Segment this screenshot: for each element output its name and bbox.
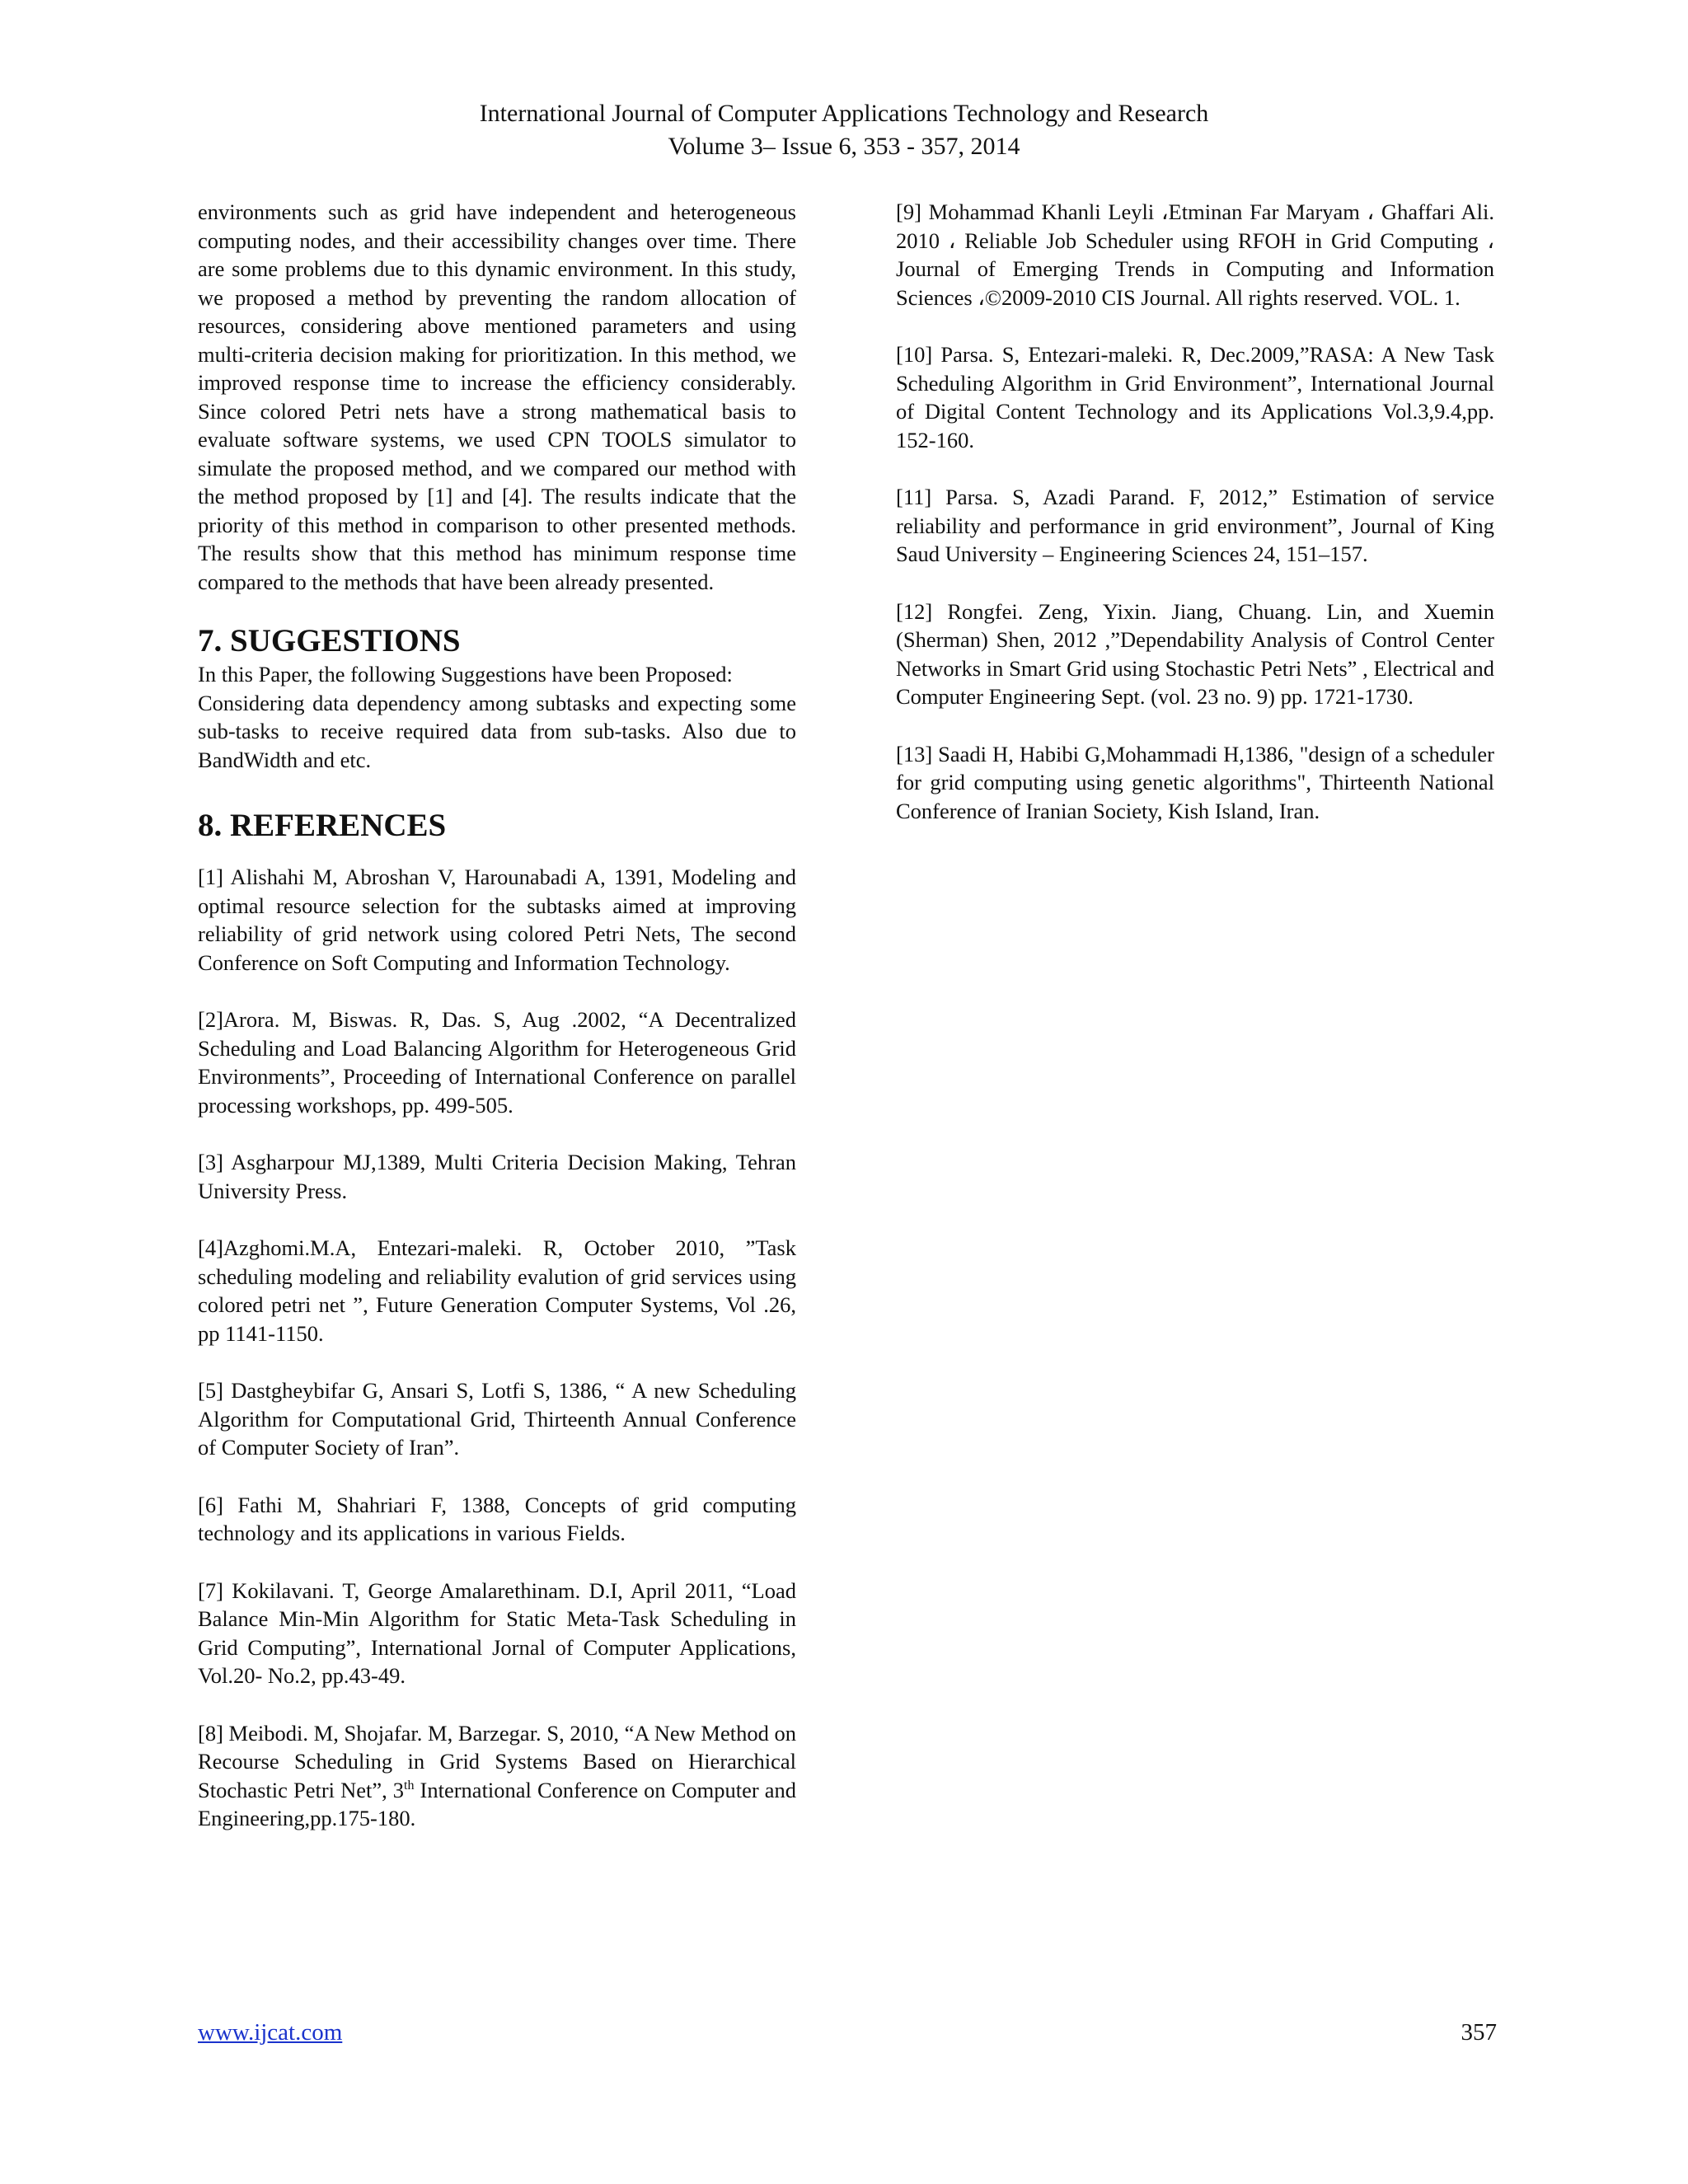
reference-2: [2]Arora. M, Biswas. R, Das. S, Aug .2002, “A Decentralized Scheduling and Load Balancing Algorithm for Heterogeneous Grid Environments”, Proceeding of International Conference on parallel processing workshops, pp. 499-505. (198, 1007, 796, 1118)
references-heading: 8. REFERENCES (198, 808, 447, 843)
suggestions-heading: 7. SUGGESTIONS (198, 623, 461, 658)
reference-8 (198, 1719, 796, 1833)
reference-11: [11] Parsa. S, Azadi Parand. F, 2012,” Estimation of service reliability and performance in grid environment”, Journal of King Saud University – Engineering Sciences 24, 151–157. (896, 485, 1494, 566)
reference-9: [9] Mohammad Khanli Leyli ،Etminan Far Maryam ، Ghaffari Ali. 2010 ، Reliable Job Scheduler using RFOH in Grid Computing ، Journal of Emerging Trends in Computing and Information Sciences ،©2009-2010 CIS Journal. All rights reserved. VOL. 1. (896, 199, 1494, 310)
journal-volume: Volume 3– Issue 6, 353 - 357, 2014 (668, 133, 1020, 160)
reference-8-text-a: [8] Meibodi. M, Shojafar. M, Barzegar. S, 2010, “A New Method on Recourse Scheduling in Grid Systems Based on Hierarchical Stochastic Petri Net”, 3 (198, 1720, 796, 1802)
right-column (896, 198, 1494, 825)
reference-4: [4]Azghomi.M.A, Entezari-maleki. R, October 2010, ”Task scheduling modeling and reliability evalution of grid services using colored petri net ”, Future Generation Computer Systems, Vol .26, pp 1141-1150. (198, 1235, 796, 1346)
journal-website-link[interactable]: www.ijcat.com (198, 2019, 343, 2046)
reference-10: [10] Parsa. S, Entezari-maleki. R, Dec.2009,”RASA: A New Task Scheduling Algorithm in Grid Environment”, International Journal of Digital Content Technology and its Applications Vol.3,9.4,pp. 152-160. (896, 342, 1494, 452)
reference-1: [1] Alishahi M, Abroshan V, Harounabadi A, 1391, Modeling and optimal resource selection for the subtasks aimed at improving reliability of grid network using colored Petri Nets, The second Conference on Soft Computing and Information Technology. (198, 865, 796, 975)
reference-8-superscript: th (404, 1778, 415, 1793)
reference-12: [12] Rongfei. Zeng, Yixin. Jiang, Chuang. Lin, and Xuemin (Sherman) Shen, 2012 ,”Dependability Analysis of Control Center Networks in Smart Grid using Stochastic Petri Nets” , Electrical and Computer Engineering Sept. (vol. 23 no. 9) pp. 1721-1730. (896, 598, 1494, 709)
reference-5: [5] Dastgheybifar G, Ansari S, Lotfi S, 1386, “ A new Scheduling Algorithm for Computational Grid, Thirteenth Annual Conference of Computer Society of Iran”. (198, 1378, 796, 1460)
conclusion-paragraph: environments such as grid have independent and heterogeneous computing nodes, and their accessibility changes over time. There are some problems due to this dynamic environment. In this study, we proposed a method by preventing the random allocation of resources, considering above mentioned parameters and using multi-criteria decision making for prioritization. In this method, we improved response time to increase the efficiency considerably. Since colored Petri nets have a strong mathematical basis to evaluate software systems, we used CPN TOOLS simulator to simulate the proposed method, and we compared our method with the method proposed by [1] and [4]. The results indicate that the priority of this method in comparison to other presented methods. The results show that this method has minimum response time compared to the methods that have been already presented. (198, 199, 796, 594)
reference-8-text-b: International Conference on Computer and Engineering,pp.175-180. (198, 1777, 796, 1830)
suggestions-paragraph-2: Considering data dependency among subtasks and expecting some sub-tasks to receive required data from sub-tasks. Also due to BandWidth and etc. (198, 690, 796, 772)
reference-7: [7] Kokilavani. T, George Amalarethinam. D.I, April 2011, “Load Balance Min-Min Algorithm for Static Meta-Task Scheduling in Grid Computing”, International Jornal of Computer Applications, Vol.20- No.2, pp.43-49. (198, 1577, 796, 1688)
reference-6: [6] Fathi M, Shahriari F, 1388, Concepts of grid computing technology and its applications in various Fields. (198, 1492, 796, 1545)
journal-header (0, 97, 1688, 163)
page-number: 357 (1461, 2019, 1497, 2046)
journal-title: International Journal of Computer Applications Technology and Research (479, 100, 1209, 127)
reference-13: [13] Saadi H, Habibi G,Mohammadi H,1386, "design of a scheduler for grid computing using genetic algorithms", Thirteenth National Conference of Iranian Society, Kish Island, Iran. (896, 741, 1494, 823)
reference-3: [3] Asgharpour MJ,1389, Multi Criteria Decision Making, Tehran University Press. (198, 1150, 796, 1203)
suggestions-paragraph-1: In this Paper, the following Suggestions have been Proposed: (198, 662, 733, 687)
left-column (198, 198, 796, 1833)
